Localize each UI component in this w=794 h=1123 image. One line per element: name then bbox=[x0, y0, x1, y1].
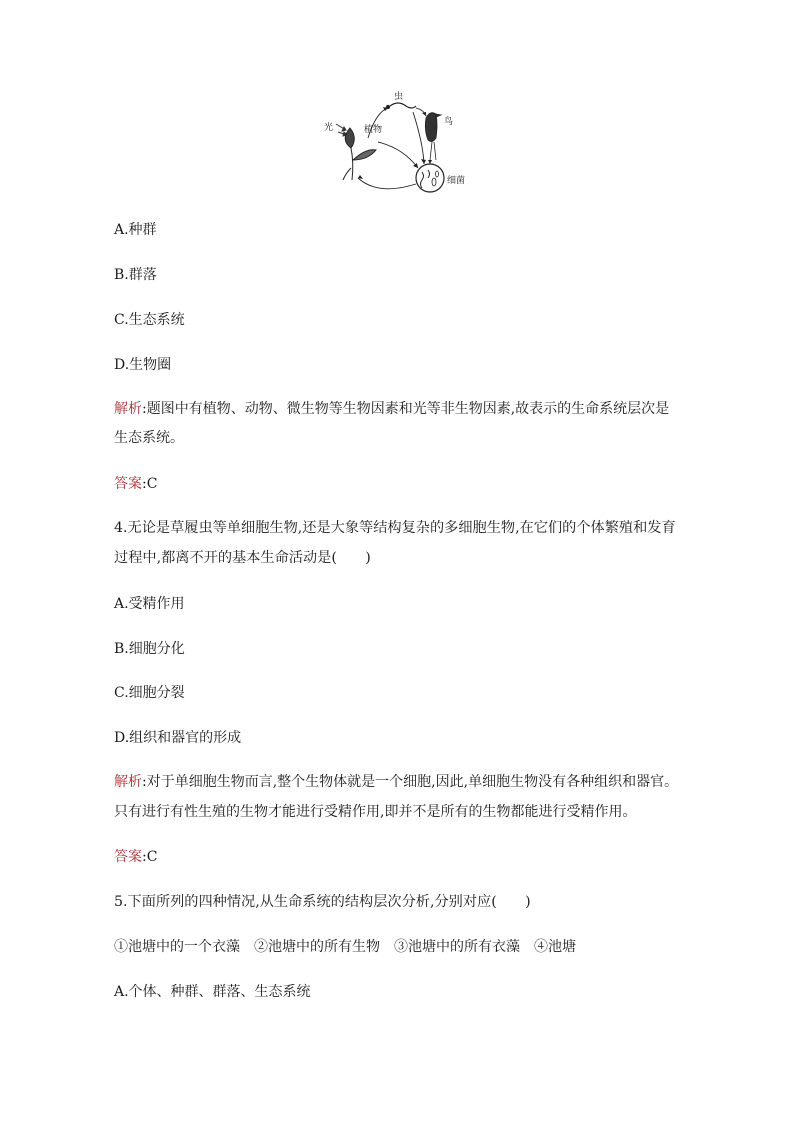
plant-icon bbox=[343, 128, 376, 180]
q5-items: ①池塘中的一个衣藻 ②池塘中的所有生物 ③池塘中的所有衣藻 ④池塘 bbox=[114, 939, 576, 955]
insect-icon bbox=[387, 103, 417, 109]
q4-option-a: A.受精作用 bbox=[114, 596, 185, 612]
q4-stem-line-1: 4.无论是草履虫等单细胞生物,还是大象等结构复杂的多细胞生物,在它们的个体繁殖和发育 bbox=[114, 520, 676, 536]
insect-label: 虫 bbox=[394, 92, 404, 102]
bacteria-icon bbox=[416, 164, 444, 192]
light-rays-icon bbox=[336, 124, 347, 136]
q4-option-d: D.组织和器官的形成 bbox=[114, 730, 242, 746]
q3-option-d: D.生物圈 bbox=[114, 357, 172, 373]
q5-option-a: A.个体、种群、群落、生态系统 bbox=[114, 984, 311, 1000]
light-label: 光 bbox=[324, 123, 334, 133]
q3-option-b: B.群落 bbox=[114, 267, 157, 283]
analysis-label: 解析 bbox=[114, 401, 142, 417]
bird-icon bbox=[425, 113, 441, 160]
q4-option-b: B.细胞分化 bbox=[114, 641, 185, 657]
analysis-label: 解析 bbox=[114, 774, 142, 790]
q3-analysis-line-2: 生态系统。 bbox=[114, 430, 184, 446]
plant-label: 植物 bbox=[364, 125, 383, 135]
q4-answer: 答案:C bbox=[114, 849, 158, 865]
answer-label: 答案 bbox=[114, 476, 142, 492]
q5-stem: 5.下面所列的四种情况,从生命系统的结构层次分析,分别对应( ) bbox=[114, 894, 531, 910]
q3-option-c: C.生态系统 bbox=[114, 312, 185, 328]
bird-label: 鸟 bbox=[444, 117, 454, 127]
q4-analysis-line-1: 解析:对于单细胞生物而言,整个生物体就是一个细胞,因此,单细胞生物没有各种组织和器官。 bbox=[114, 774, 679, 790]
q4-analysis-line-2: 只有进行有性生殖的生物才能进行受精作用,即并不是所有的生物都能进行受精作用。 bbox=[114, 804, 637, 820]
q4-option-c: C.细胞分裂 bbox=[114, 685, 185, 701]
q3-analysis-line-1: 解析:题图中有植物、动物、微生物等生物因素和光等非生物因素,故表示的生命系统层次是 bbox=[114, 401, 670, 417]
ecosystem-figure bbox=[318, 88, 478, 198]
ecosystem-diagram bbox=[318, 88, 478, 198]
q4-stem-line-2: 过程中,都离不开的基本生命活动是( ) bbox=[114, 550, 371, 566]
answer-label: 答案 bbox=[114, 849, 142, 865]
q3-answer: 答案:C bbox=[114, 476, 158, 492]
q3-option-a: A.种群 bbox=[114, 222, 157, 238]
bacteria-label: 细菌 bbox=[447, 176, 466, 186]
